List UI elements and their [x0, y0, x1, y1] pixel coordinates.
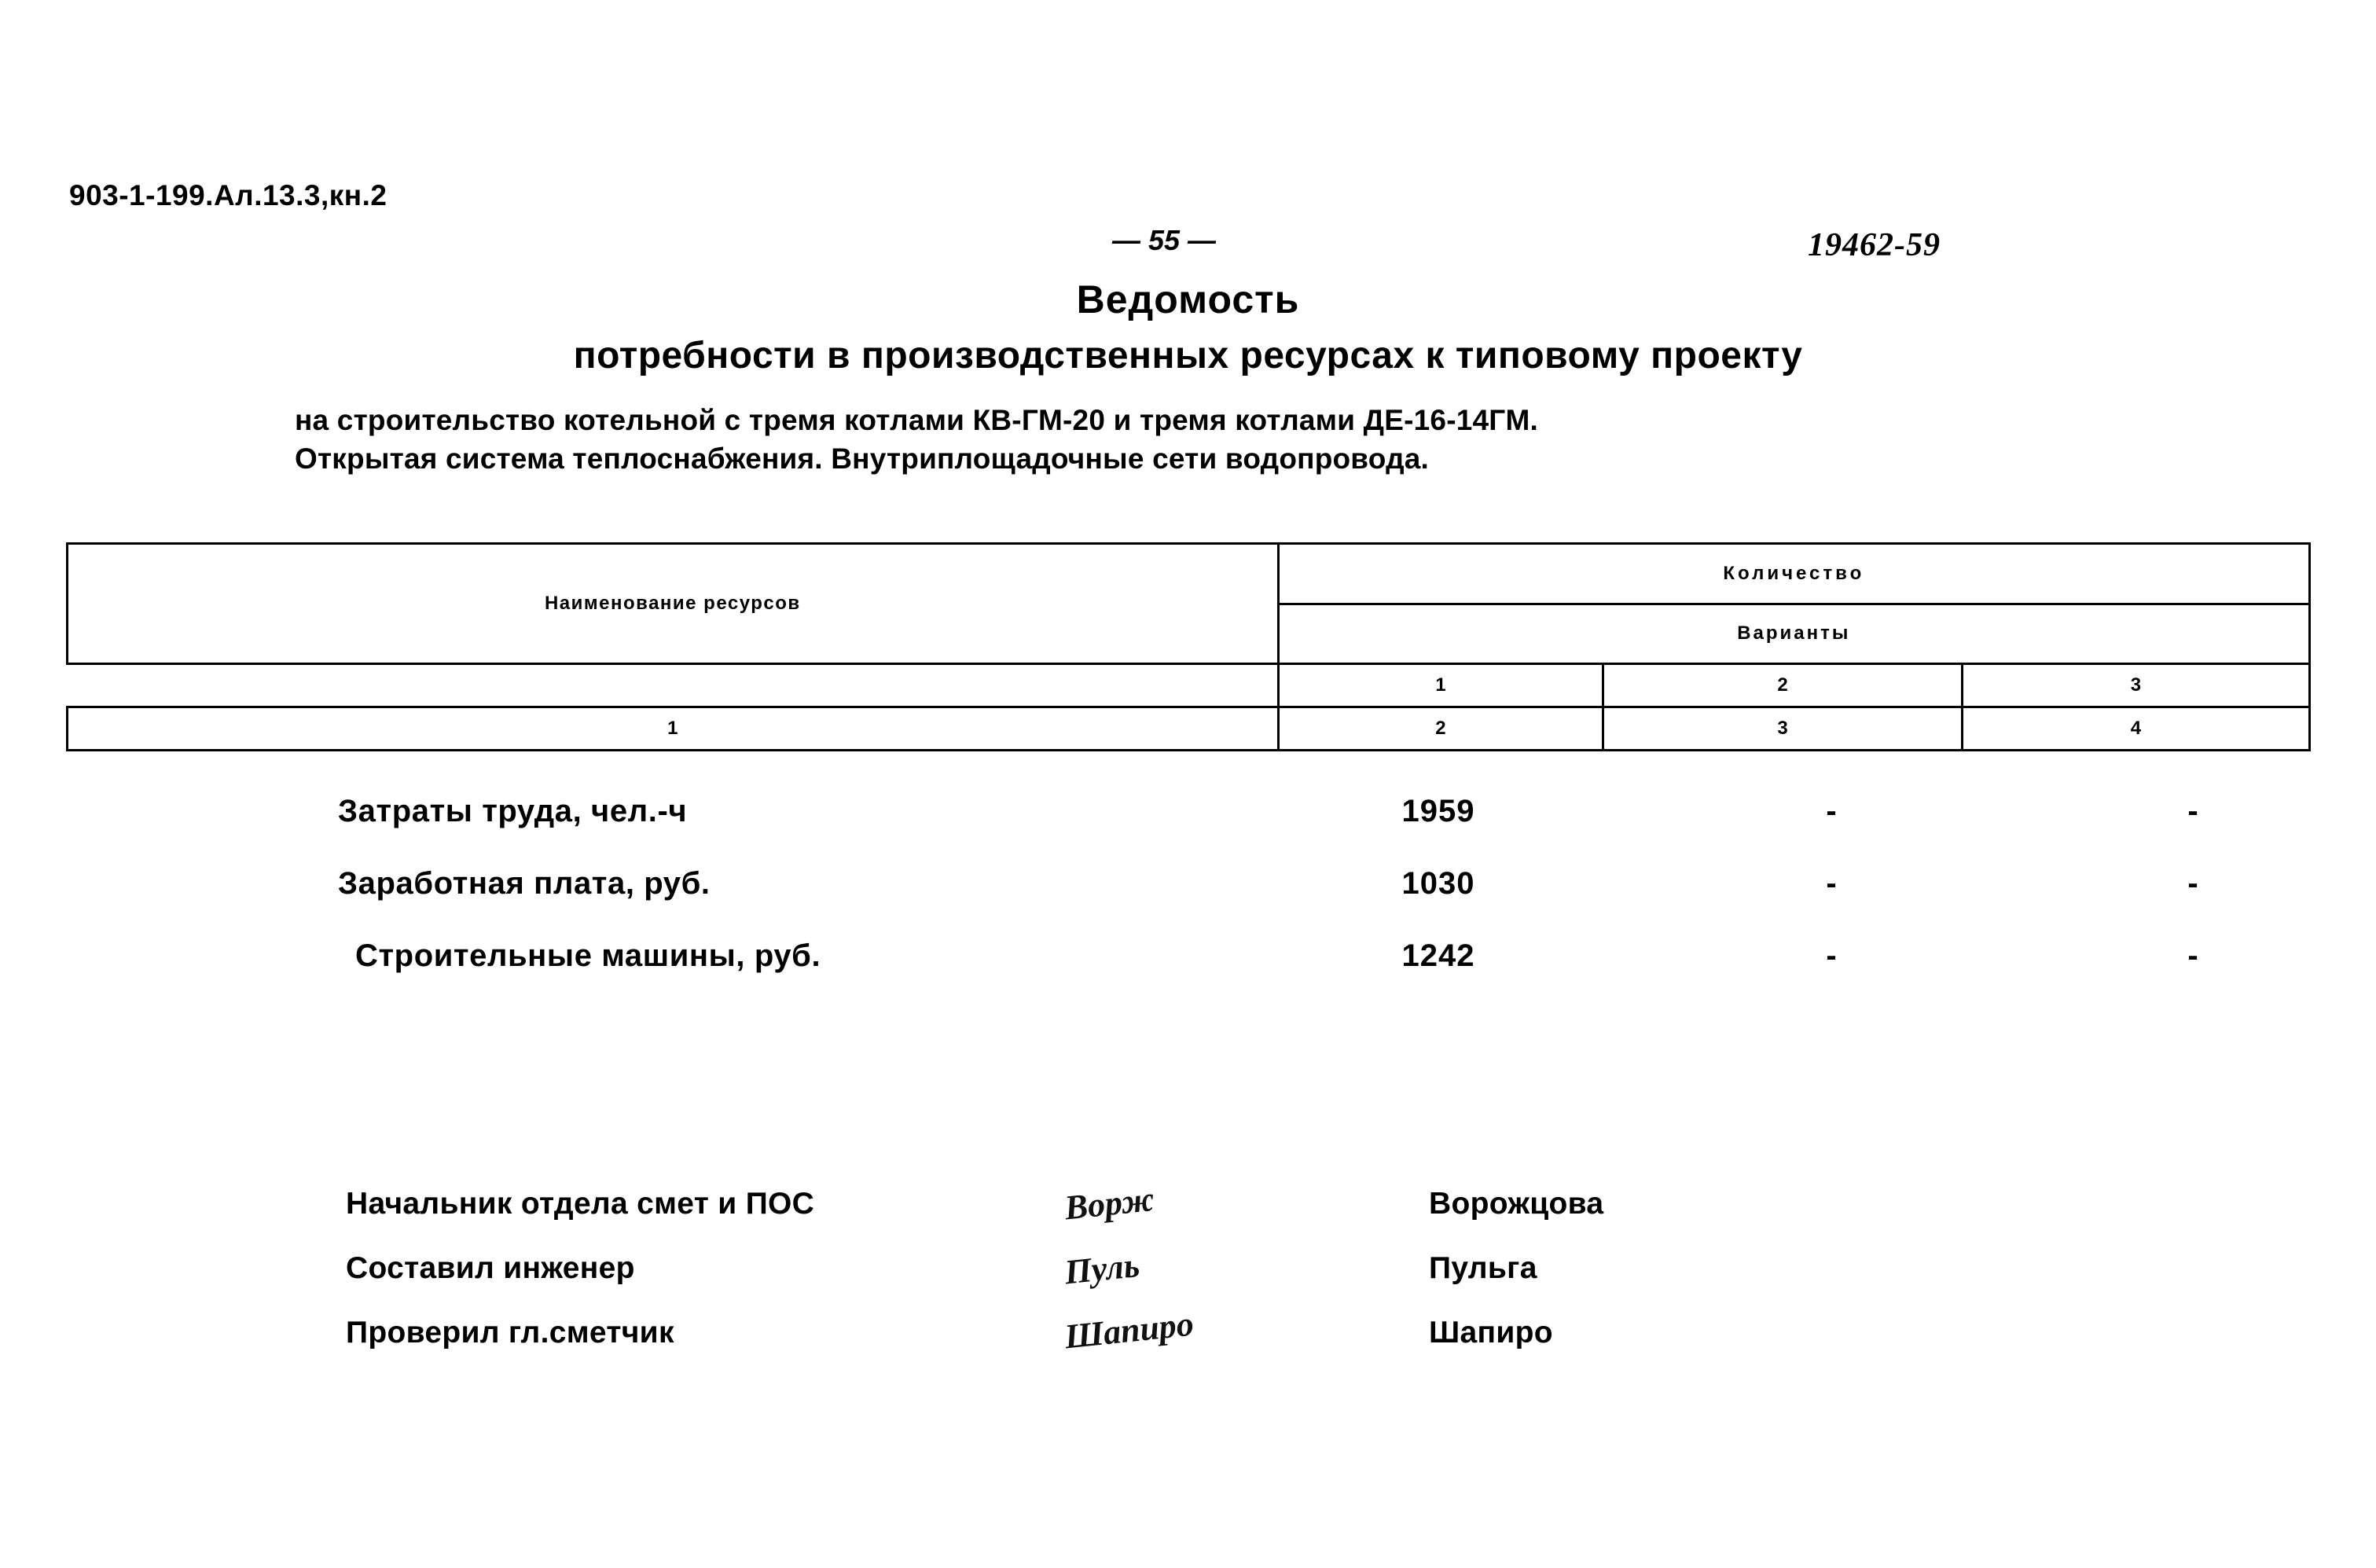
row-value-variant-3: -	[2187, 866, 2198, 901]
page-number: — 55 —	[1112, 224, 1217, 256]
handwritten-signature-icon: Пуль	[1063, 1245, 1142, 1292]
signature-name: Ворожцова	[1429, 1187, 1604, 1221]
table-row	[0, 794, 2376, 866]
header-cell-quantity: Количество	[1278, 544, 2309, 604]
signature-block	[0, 1179, 2376, 1380]
table-row	[0, 938, 2376, 1011]
project-description-line-1: на строительство котельной с тремя котлами КВ-ГМ-20 и тремя котлами ДЕ-16-14ГМ.	[295, 404, 1538, 436]
row-value-variant-3: -	[2187, 794, 2198, 828]
resources-table-wrapper	[66, 542, 2311, 751]
header-cell-variant-3: 3	[1962, 664, 2309, 707]
header-cell-spacer	[68, 664, 1279, 707]
table-header-row-3	[68, 664, 2310, 707]
row-value-variant-1: 1959	[1401, 794, 1475, 828]
header-cell-variant-2: 2	[1603, 664, 1962, 707]
resource-rows	[0, 794, 2376, 1011]
row-label: Заработная плата, руб.	[338, 866, 711, 901]
header-cell-resource-name: Наименование ресурсов	[68, 544, 1279, 664]
row-value-variant-2: -	[1826, 938, 1837, 973]
signature-name: Шапиро	[1429, 1316, 1553, 1350]
handwritten-signature-icon: Шапиро	[1063, 1304, 1195, 1357]
signature-role: Начальник отдела смет и ПОС	[346, 1187, 815, 1221]
table-column-number-row	[68, 707, 2310, 751]
signature-role: Проверил гл.сметчик	[346, 1316, 674, 1350]
row-value-variant-1: 1242	[1401, 938, 1475, 973]
row-value-variant-2: -	[1826, 794, 1837, 828]
page-title: Ведомость	[1076, 277, 1300, 321]
signature-name: Пульга	[1429, 1251, 1537, 1285]
page-subtitle: потребности в производственных ресурсах к типовому проекту	[573, 335, 1803, 376]
row-label: Строительные машины, руб.	[355, 938, 821, 973]
column-number-2: 2	[1278, 707, 1603, 751]
header-cell-variant-1: 1	[1278, 664, 1603, 707]
column-number-3: 3	[1603, 707, 1962, 751]
project-description	[295, 401, 2134, 478]
row-value-variant-3: -	[2187, 938, 2198, 973]
table-header-row-1	[68, 544, 2310, 604]
archive-stamp-number: 19462-59	[1808, 227, 1941, 263]
handwritten-signature-icon: Ворж	[1063, 1179, 1156, 1228]
column-number-4: 4	[1962, 707, 2309, 751]
signature-row	[0, 1304, 2376, 1380]
project-description-line-2: Открытая система теплоснабжения. Внутриплощадочные сети водопровода.	[295, 442, 1430, 476]
document-code: 903-1-199.Ал.13.3,кн.2	[69, 179, 387, 211]
row-value-variant-1: 1030	[1401, 866, 1475, 901]
table-row	[0, 866, 2376, 938]
header-cell-variants: Варианты	[1278, 604, 2309, 664]
signature-role: Составил инженер	[346, 1251, 635, 1285]
resources-table	[66, 542, 2311, 751]
row-value-variant-2: -	[1826, 866, 1837, 901]
column-number-1: 1	[68, 707, 1279, 751]
row-label: Затраты труда, чел.-ч	[338, 794, 688, 828]
